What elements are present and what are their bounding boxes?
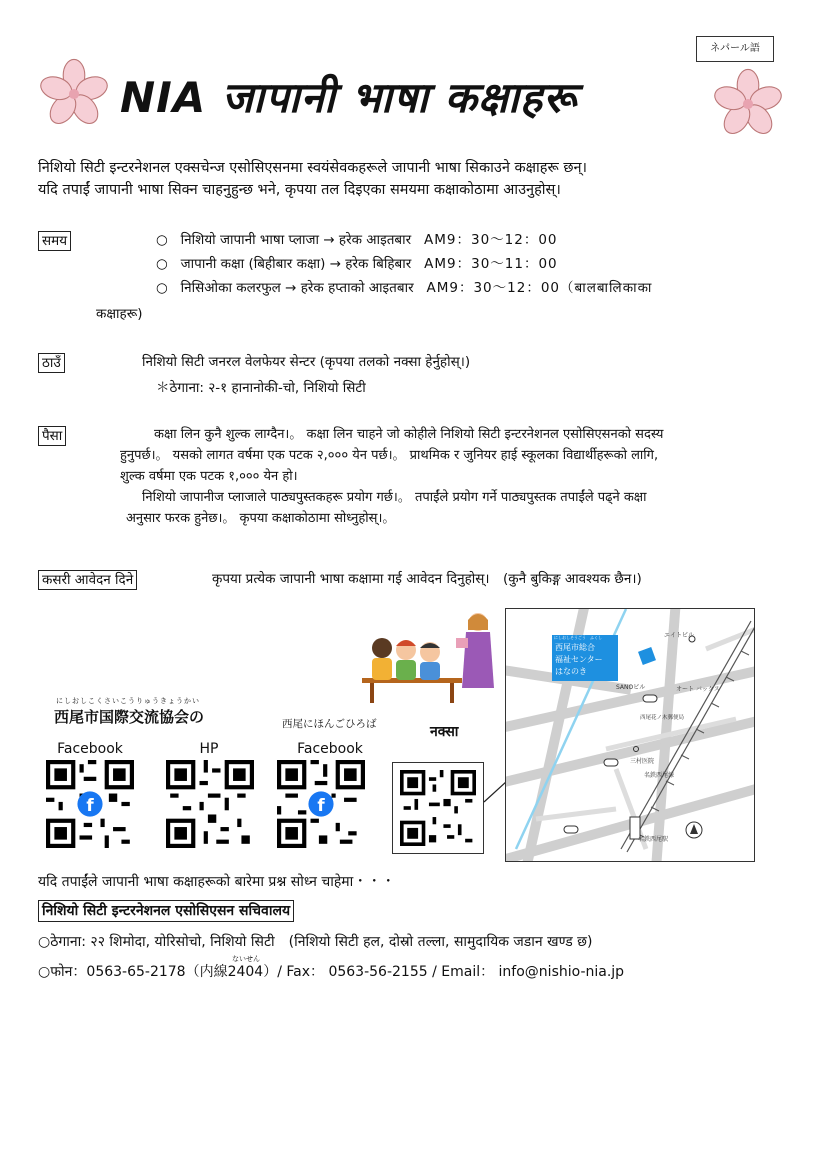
homepage-qr-code[interactable] bbox=[166, 760, 254, 848]
plaza-label: 西尾にほんごひろば bbox=[282, 718, 377, 730]
map-center-label: 福祉センター bbox=[555, 655, 603, 664]
map-qr-frame bbox=[392, 762, 484, 854]
schedule-item bbox=[156, 252, 652, 276]
apply-label: कसरी आवेदन दिने bbox=[38, 570, 137, 590]
fee-line: हुनुपर्छ।。 यसको लागत वर्षमा एक पटक २,००० येन पर्छ।。 प्राथमिक र जुनियर हाई स्कूलका विद्यार्थीहरूको लागि, bbox=[120, 448, 659, 463]
map-landmark: 西尾花ノ木郵便局 bbox=[640, 715, 685, 721]
schedule-list bbox=[156, 228, 652, 300]
place-line: निशियो सिटी जनरल वेलफेयर सेन्टर (कृपया तलको नक्सा हेर्नुहोस्।) bbox=[142, 354, 471, 370]
fee-label: पैसा bbox=[38, 426, 66, 446]
cherry-blossom-icon bbox=[38, 58, 110, 130]
bullet: ○ bbox=[156, 280, 168, 296]
qr-label: HP bbox=[199, 741, 219, 757]
fee-line: अनुसार फरक हुनेछ।。 कृपया कक्षाकोठामा सोध्नुहोस्।。 bbox=[126, 511, 396, 526]
map-center-label: 西尾市総合 bbox=[555, 643, 595, 652]
phone-ruby: ないせん bbox=[232, 955, 260, 963]
map-landmark: 名鉄西尾線 bbox=[644, 772, 675, 779]
intro-line: यदि तपाईं जापानी भाषा सिक्न चाहनुहुन्छ भने, कृपया तल दिइएका समयमा कक्षाकोठामा आउनुहोस्। bbox=[38, 182, 561, 198]
map-qr-code[interactable] bbox=[400, 770, 476, 846]
plaza-facebook-qr-code[interactable] bbox=[277, 760, 365, 848]
map-label: नक्सा bbox=[430, 724, 459, 740]
question-text: यदि तपाईंले जापानी भाषा कक्षाहरूको बारेमा प्रश्न सोध्न चाहेमा・・・ bbox=[38, 874, 396, 890]
svg-text:f: f bbox=[86, 795, 94, 816]
facebook-qr-code[interactable] bbox=[46, 760, 134, 848]
intro-line: निशियो सिटी इन्टरनेशनल एक्सचेन्ज एसोसिएसनमा स्वयंसेवकहरूले जापानी भाषा सिकाउने कक्षाहरू छन्। bbox=[38, 160, 588, 176]
fee-text bbox=[120, 424, 790, 529]
map-landmark: SANOビル bbox=[616, 684, 646, 691]
map-center-label: はなのき bbox=[555, 667, 587, 676]
location-map[interactable] bbox=[505, 608, 755, 862]
secretariat-name: निशियो सिटी इन्टरनेशनल एसोसिएसन सचिवालय bbox=[38, 900, 294, 922]
apply-text: कृपया प्रत्येक जापानी भाषा कक्षामा गई आवेदन दिनुहोस्। (कुनै बुकिङ्ग आवश्यक छैन।) bbox=[212, 571, 642, 587]
classroom-illustration bbox=[360, 608, 498, 708]
map-landmark: オート バックス bbox=[676, 686, 720, 693]
schedule-text: निशियो जापानी भाषा प्लाजा → हरेक आइतबार bbox=[180, 232, 412, 248]
fee-line: निशियो जापानीज प्लाजाले पाठ्यपुस्तकहरू प्रयोग गर्छ।。 तपाईंले प्रयोग गर्ने पाठ्यपुस्तक तपाईंले पढ्ने कक्षा bbox=[142, 490, 647, 505]
schedule-item bbox=[156, 228, 652, 252]
fee-line: कक्षा लिन कुनै शुल्क लाग्दैन।。 कक्षा लिन चाहने जो कोहीले निशियो सिटी इन्टरनेशनल एसोसिएसनको सदस्य bbox=[154, 427, 664, 442]
schedule-time: AM9：30〜12：00（बालबालिकाका bbox=[426, 280, 653, 296]
schedule-time: AM9：30〜12：00 bbox=[424, 232, 558, 248]
schedule-item bbox=[156, 276, 652, 300]
map-landmark: エイトビル bbox=[664, 632, 695, 639]
schedule-text: निसिओका कलरफुल → हरेक हप्ताको आइतबार bbox=[180, 280, 414, 296]
bullet: ○ bbox=[156, 256, 168, 272]
org-name: 西尾市国際交流協会の bbox=[54, 708, 205, 726]
bullet: ○ bbox=[156, 232, 168, 248]
schedule-text: जापानी कक्षा (बिहीबार कक्षा) → हरेक बिहिबार bbox=[180, 256, 412, 272]
map-center-ruby: にしおしそうごう ふくし bbox=[554, 635, 602, 640]
schedule-continuation: कक्षाहरू) bbox=[96, 306, 143, 322]
contact-line: ○फोन：0563-65-2178（内線2404）/ Fax： 0563-56-2155 / Email： info@nishio-nia.jp bbox=[38, 964, 625, 980]
map-landmark: 三村医院 bbox=[630, 758, 655, 765]
place-address: ＊ठेगाना: २-१ हानानोकी-चो, निशियो सिटी bbox=[156, 380, 366, 396]
map-landmark: 名鉄西尾駅 bbox=[638, 836, 669, 843]
fee-line: शुल्क वर्षमा एक पटक १,००० येन हो। bbox=[120, 469, 298, 484]
cherry-blossom-icon bbox=[712, 68, 784, 140]
page-title: NIA जापानी भाषा कक्षाहरू bbox=[120, 73, 577, 122]
schedule-time: AM9：30〜11：00 bbox=[424, 256, 558, 272]
language-tag: ネパール語 bbox=[696, 36, 774, 62]
org-ruby: にしおしこくさいこうりゅうきょうかい bbox=[56, 697, 200, 705]
schedule-label: समय bbox=[38, 231, 71, 251]
map-drawing bbox=[506, 609, 755, 862]
intro-text bbox=[38, 157, 798, 201]
svg-text:f: f bbox=[317, 795, 325, 816]
place-label: ठाउँ bbox=[38, 353, 65, 373]
secretariat-address: ○ठेगाना: २२ शिमोदा, योरिसोचो, निशियो सिटी (निशियो सिटी हल, दोस्रो तल्ला, सामुदायिक जडान खण्ड छ) bbox=[38, 934, 593, 950]
qr-label: Facebook bbox=[57, 741, 123, 757]
qr-label: Facebook bbox=[297, 741, 363, 757]
